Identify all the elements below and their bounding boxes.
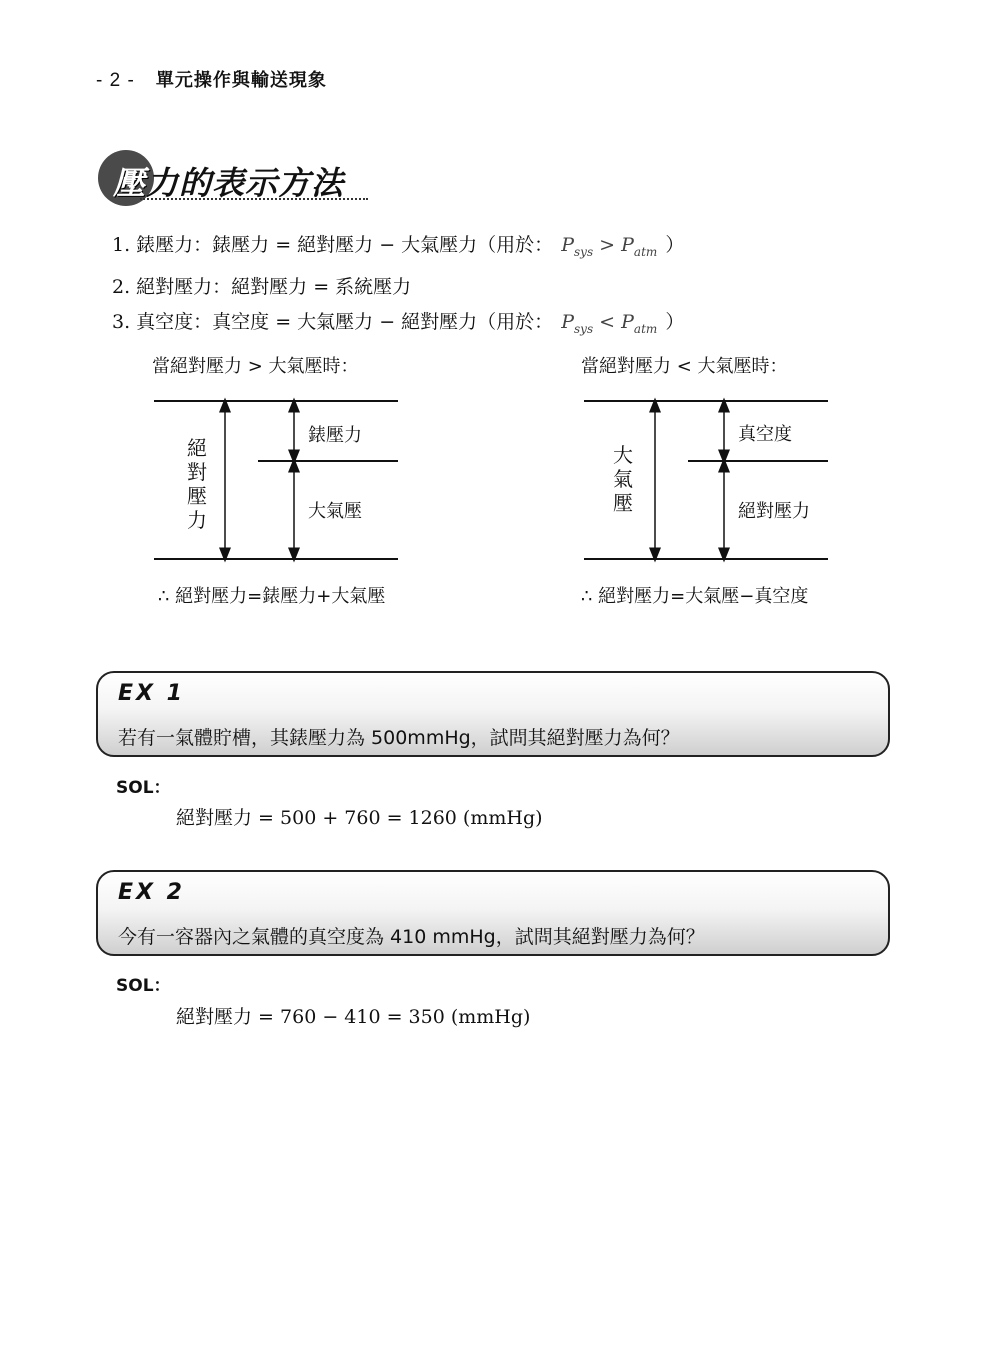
- example-label: EX 1: [118, 681, 185, 706]
- definition-list: [112, 228, 684, 347]
- diagram-right-upper-label: 真空度: [738, 424, 792, 445]
- page-header: [96, 66, 327, 92]
- diagram-left-heading: 當絕對壓力 > 大氣壓時：: [152, 356, 359, 377]
- definition-gauge-pressure: 1. 錶壓力：錶壓力 = 絕對壓力 − 大氣壓力（用於： $P_{sys} > P_{atm}$ ）: [112, 234, 685, 259]
- example-box-1: [96, 671, 890, 757]
- diagram-right-conclusion: ∴ 絕對壓力=大氣壓−真空度: [581, 586, 809, 607]
- example-box-2: [96, 870, 890, 956]
- diagram-right-vertical-label: 大氣壓: [613, 443, 633, 515]
- definition-vacuum: 3. 真空度：真空度 = 大氣壓力 − 絕對壓力（用於： $P_{sys} < P_{atm}$ ）: [112, 310, 685, 336]
- solution-label: SOL：: [116, 976, 171, 996]
- book-title: 單元操作與輸送現象: [155, 70, 327, 91]
- diagram-left-vertical-label: 絕對壓力: [187, 436, 207, 532]
- definition-absolute-pressure: 2. 絕對壓力：絕對壓力 = 系統壓力: [112, 275, 412, 298]
- section-title-rest: 力的表示方法: [146, 164, 345, 202]
- diagram-left-upper-label: 錶壓力: [308, 425, 362, 446]
- solution-line: 絕對壓力 = 500 + 760 = 1260 (mmHg): [176, 807, 543, 829]
- page-number: - 2 -: [96, 70, 135, 91]
- diagram-right-lower-label: 絕對壓力: [738, 501, 810, 522]
- example-label: EX 2: [118, 880, 185, 905]
- diagram-left-conclusion: ∴ 絕對壓力=錶壓力+大氣壓: [158, 586, 386, 607]
- solution-label: SOL：: [116, 778, 171, 798]
- section-title-first-char: 壓: [113, 164, 147, 202]
- diagram-left-lower-label: 大氣壓: [308, 501, 362, 522]
- diagram-right-heading: 當絕對壓力 < 大氣壓時：: [581, 356, 788, 377]
- solution-line: 絕對壓力 = 760 − 410 = 350 (mmHg): [176, 1006, 531, 1028]
- example-question: 今有一容器內之氣體的真空度為 410 mmHg，試問其絕對壓力為何？: [118, 926, 705, 948]
- section-title-underline: [140, 198, 368, 200]
- math-condition: $P_{sys} < P_{atm}$: [561, 310, 658, 336]
- math-condition: $P_{sys} > P_{atm}$: [561, 234, 658, 259]
- example-question: 若有一氣體貯槽，其錶壓力為 500mmHg，試問其絕對壓力為何？: [118, 727, 680, 749]
